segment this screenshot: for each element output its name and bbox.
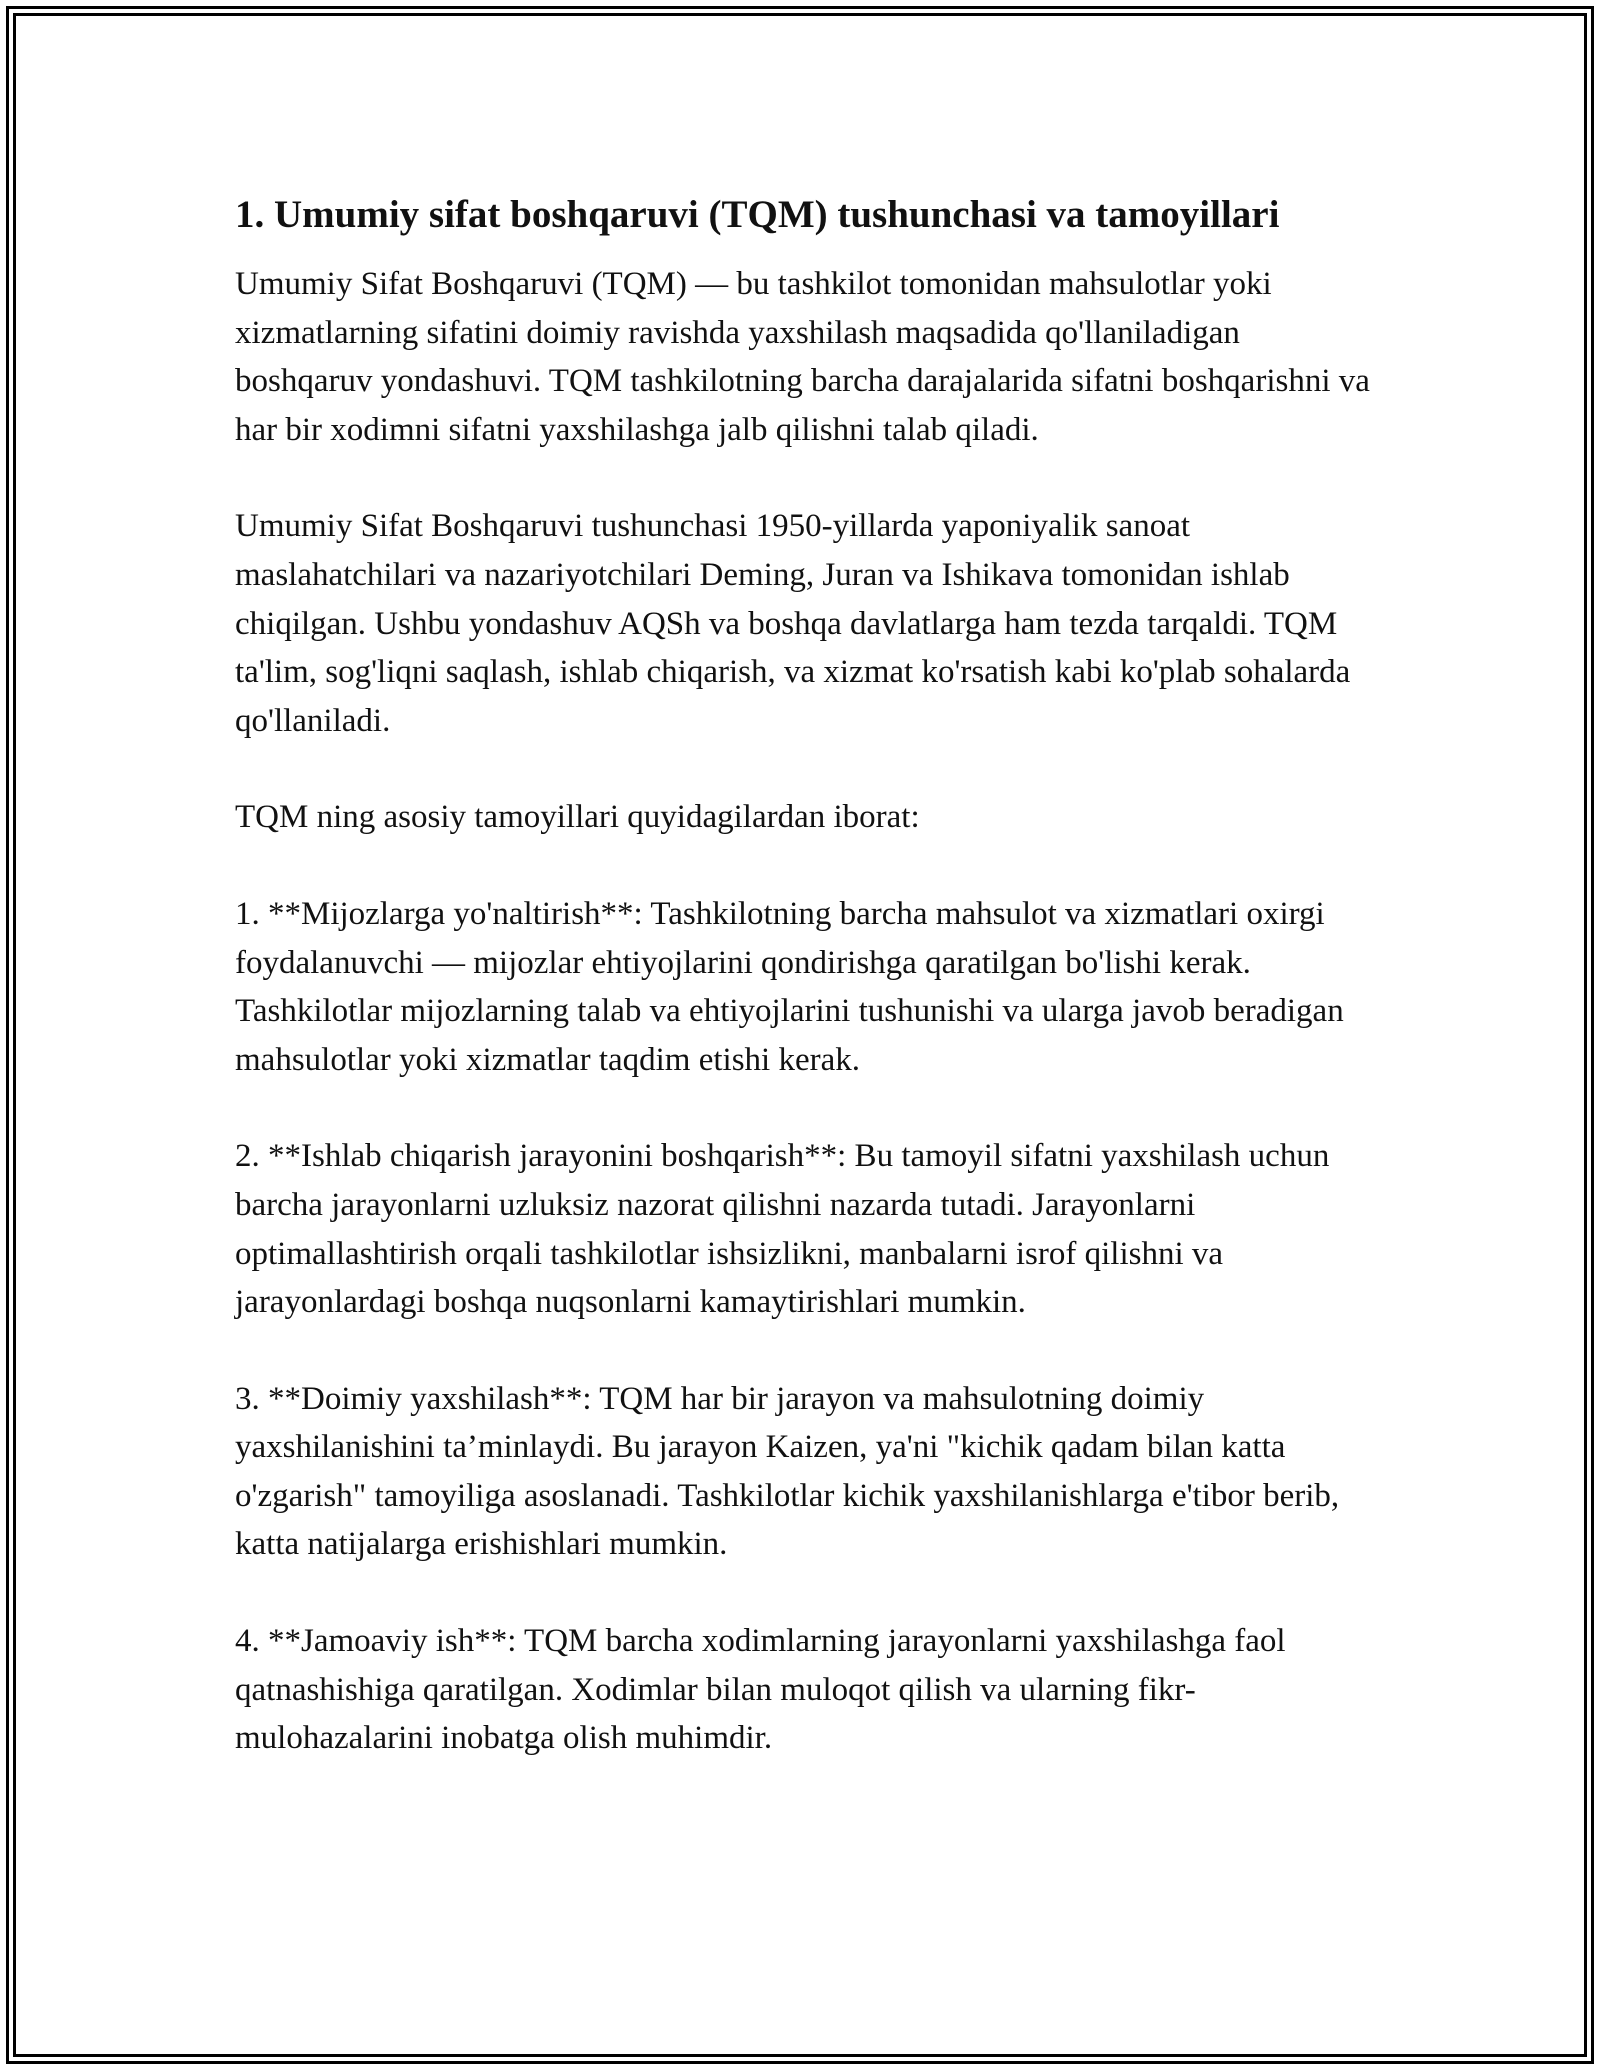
paragraph-history: Umumiy Sifat Boshqaruvi tushunchasi 1950-yillarda yaponiyalik sanoat maslahatchilari va nazariyotchilari Deming, Juran va Ishikava tomonidan ishlab chiqilgan. Ushbu yondashuv AQSh va boshqa davlatlarga ham tezda tarqaldi. TQM ta'lim, sog'liqni saqlash, ishlab chiqarish, va xizmat ko'rsatish kabi ko'plab sohalarda qo'llaniladi.	[235, 508, 1351, 739]
section-heading: 1. Umumiy sifat boshqaruvi (TQM) tushunchasi va tamoyillari	[235, 193, 1280, 236]
paragraph-principle-2: 2. **Ishlab chiqarish jarayonini boshqarish**: Bu tamoyil sifatni yaxshilash uchun barcha jarayonlarni uzluksiz nazorat qilishni nazarda tutadi. Jarayonlarni optimallashtirish orqali tashkilotlar ishsizlikni, manbalarni isrof qilishni va jarayonlardagi boshqa nuqsonlarni kamaytirishlari mumkin.	[235, 1138, 1330, 1321]
document-body	[235, 190, 1385, 1763]
paragraph-principle-4: 4. **Jamoaviy ish**: TQM barcha xodimlarning jarayonlarni yaxshilashga faol qatnashishiga qaratilgan. Xodimlar bilan muloqot qilish va ularning fikr-mulohazalarini inobatga olish muhimdir.	[235, 1623, 1286, 1757]
paragraph-intro: Umumiy Sifat Boshqaruvi (TQM) — bu tashkilot tomonidan mahsulotlar yoki xizmatlarning sifatini doimiy ravishda yaxshilash maqsadida qo'llaniladigan boshqaruv yondashuvi. TQM tashkilotning barcha darajalarida sifatni boshqarishni va har bir xodimni sifatni yaxshilashga jalb qilishni talab qiladi.	[235, 266, 1370, 448]
paragraph-principle-3: 3. **Doimiy yaxshilash**: TQM har bir jarayon va mahsulotning doimiy yaxshilanishini ta’minlaydi. Bu jarayon Kaizen, ya'ni "kichik qadam bilan katta o'zgarish" tamoyiliga asoslanadi. Tashkilotlar kichik yaxshilanishlarga e'tibor berib, katta natijalarga erishishlari mumkin.	[235, 1380, 1340, 1563]
paragraph-principles-intro: TQM ning asosiy tamoyillari quyidagilardan iborat:	[235, 799, 920, 836]
paragraph-principle-1: 1. **Mijozlarga yo'naltirish**: Tashkilotning barcha mahsulot va xizmatlari oxirgi foydalanuvchi — mijozlar ehtiyojlarini qondirishga qaratilgan bo'lishi kerak. Tashkilotlar mijozlarning talab va ehtiyojlarini tushunishi va ularga javob beradigan mahsulotlar yoki xizmatlar taqdim etishi kerak.	[235, 895, 1344, 1078]
